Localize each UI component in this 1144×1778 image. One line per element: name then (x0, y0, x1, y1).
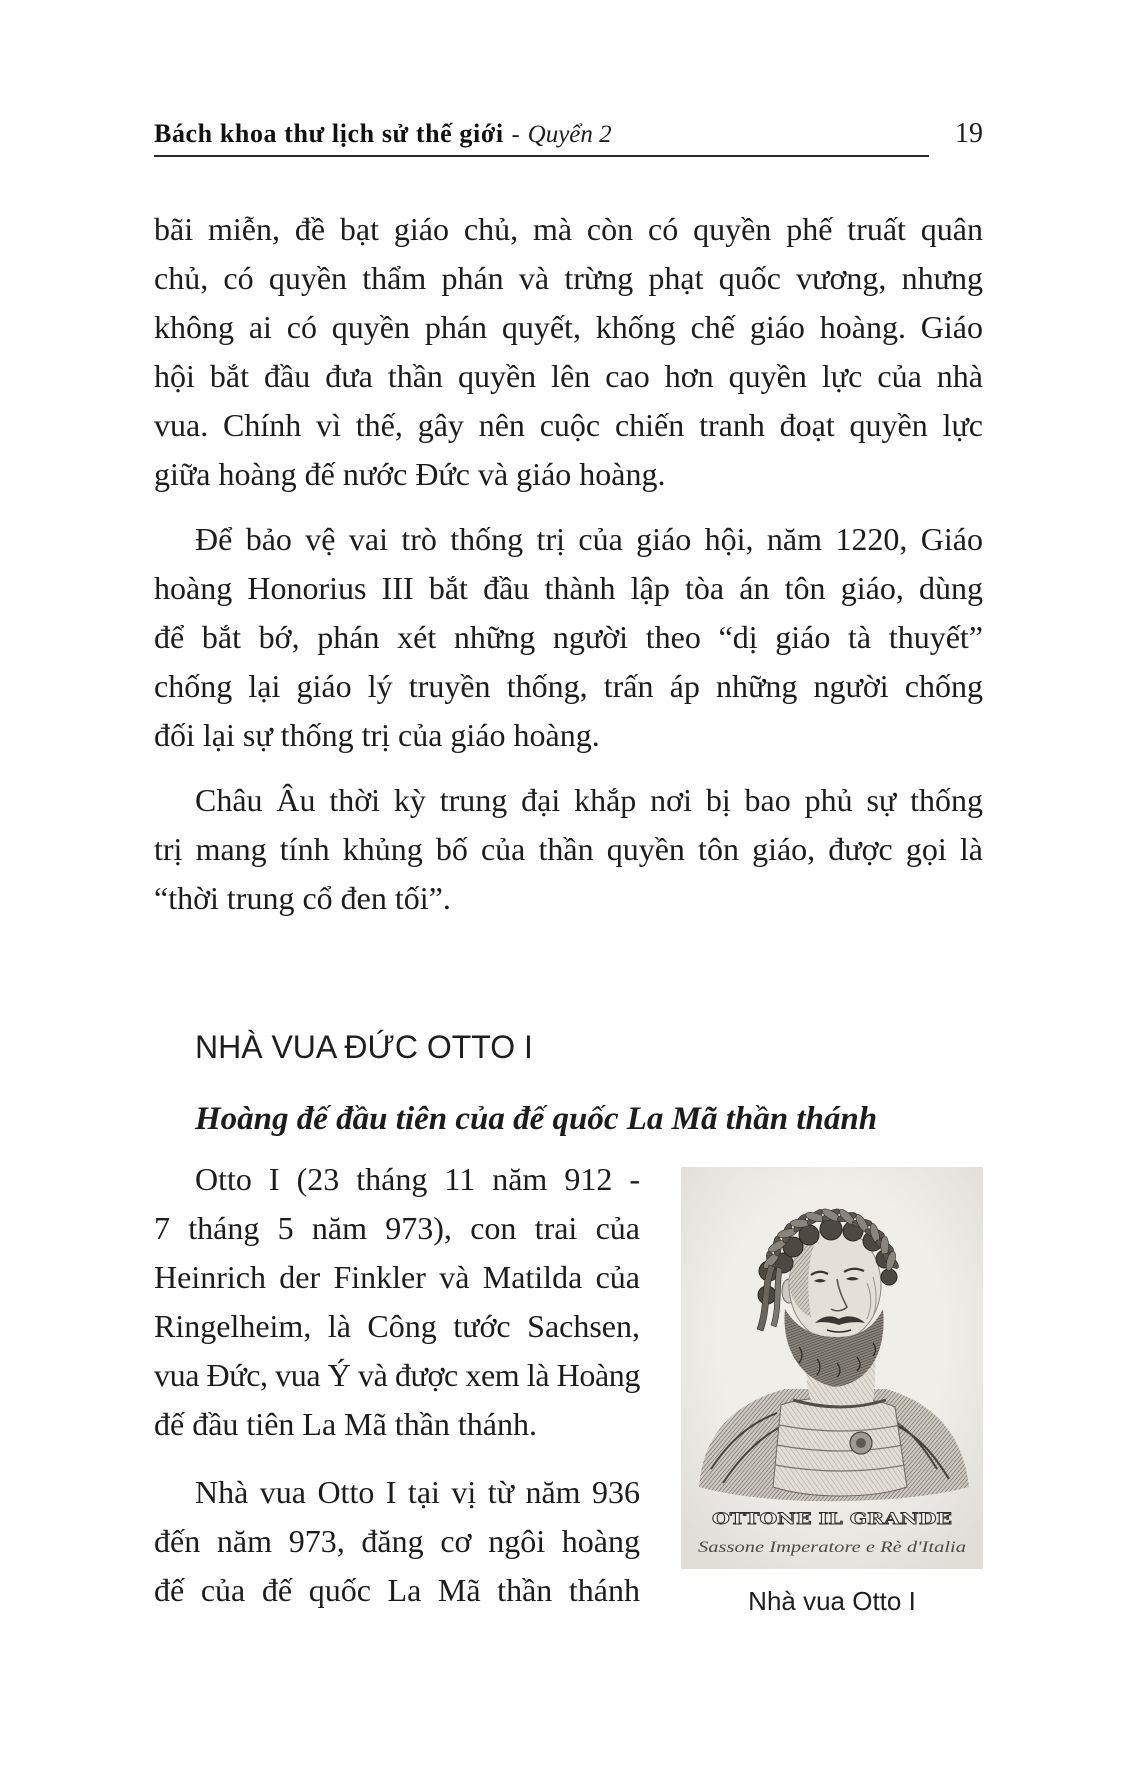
portrait-figure (681, 1167, 983, 1569)
text-line: hội bắt đầu đưa thần quyền lên cao hơn quyền lực của nhà (154, 358, 983, 394)
text-line: Nhà vua Otto I tại vị từ năm 936 (195, 1474, 640, 1510)
section-paragraph-1 (154, 1155, 640, 1449)
text-line: vua. Chính vì thế, gây nên cuộc chiến tranh đoạt quyền lực (154, 407, 983, 443)
text-line: Ringelheim, là Công tước Sachsen, (154, 1308, 640, 1344)
text-line: Châu Âu thời kỳ trung đại khắp nơi bị bao phủ sự thống (195, 782, 983, 818)
running-head (154, 114, 612, 154)
text-line: giữa hoàng đế nước Đức và giáo hoàng. (154, 456, 666, 492)
text-line: đến năm 973, đăng cơ ngôi hoàng (154, 1523, 640, 1559)
figure-caption: Nhà vua Otto I (748, 1586, 916, 1616)
text-line: hoàng Honorius III bắt đầu thành lập tòa án tôn giáo, dùng (154, 570, 983, 606)
engraving-subtitle: Sassone Imperatore e Rè d'Italia (698, 1539, 966, 1556)
section-paragraph-2 (154, 1468, 640, 1615)
text-line: Để bảo vệ vai trò thống trị của giáo hội, năm 1220, Giáo (195, 521, 983, 557)
text-line: đế đầu tiên La Mã thần thánh. (154, 1406, 537, 1442)
title-separator: - (511, 122, 520, 148)
text-line: bãi miễn, đề bạt giáo chủ, mà còn có quyền phế truất quân (154, 211, 983, 247)
section-heading: NHÀ VUA ĐỨC OTTO I (195, 1029, 533, 1065)
book-title: Bách khoa thư lịch sử thế giới (154, 119, 504, 148)
engraving-title: OTTONE IL GRANDE (712, 1509, 952, 1528)
text-line: chủ, có quyền thẩm phán và trừng phạt quốc vương, nhưng (154, 260, 983, 296)
breastplate (773, 1398, 907, 1496)
text-line: đế của đế quốc La Mã thần thánh (154, 1572, 640, 1608)
text-line: để bắt bớ, phán xét những người theo “dị giáo tà thuyết” (154, 619, 983, 655)
text-line: đối lại sự thống trị của giáo hoàng. (154, 717, 600, 753)
volume-label: Quyển 2 (527, 121, 612, 148)
text-line: Heinrich der Finkler và Matilda của (154, 1259, 640, 1295)
text-line: chống lại giáo lý truyền thống, trấn áp những người chống (154, 668, 983, 704)
header-rule (154, 155, 929, 157)
paragraph-2 (154, 515, 983, 760)
paragraph-1 (154, 205, 983, 499)
paragraph-3 (154, 776, 983, 923)
text-line: vua Đức, vua Ý và được xem là Hoàng (154, 1357, 640, 1393)
section-subheading: Hoàng đế đầu tiên của đế quốc La Mã thần thánh (195, 1101, 878, 1137)
page-number: 19 (955, 118, 983, 149)
text-line: 7 tháng 5 năm 973), con trai của (154, 1210, 640, 1246)
text-line: Otto I (23 tháng 11 năm 912 - (195, 1161, 640, 1197)
portrait-engraving (681, 1167, 983, 1569)
text-line: không ai có quyền phán quyết, khống chế giáo hoàng. Giáo (154, 309, 983, 345)
text-line: “thời trung cổ đen tối”. (154, 880, 451, 916)
text-line: trị mang tính khủng bố của thần quyền tôn giáo, được gọi là (154, 831, 983, 867)
